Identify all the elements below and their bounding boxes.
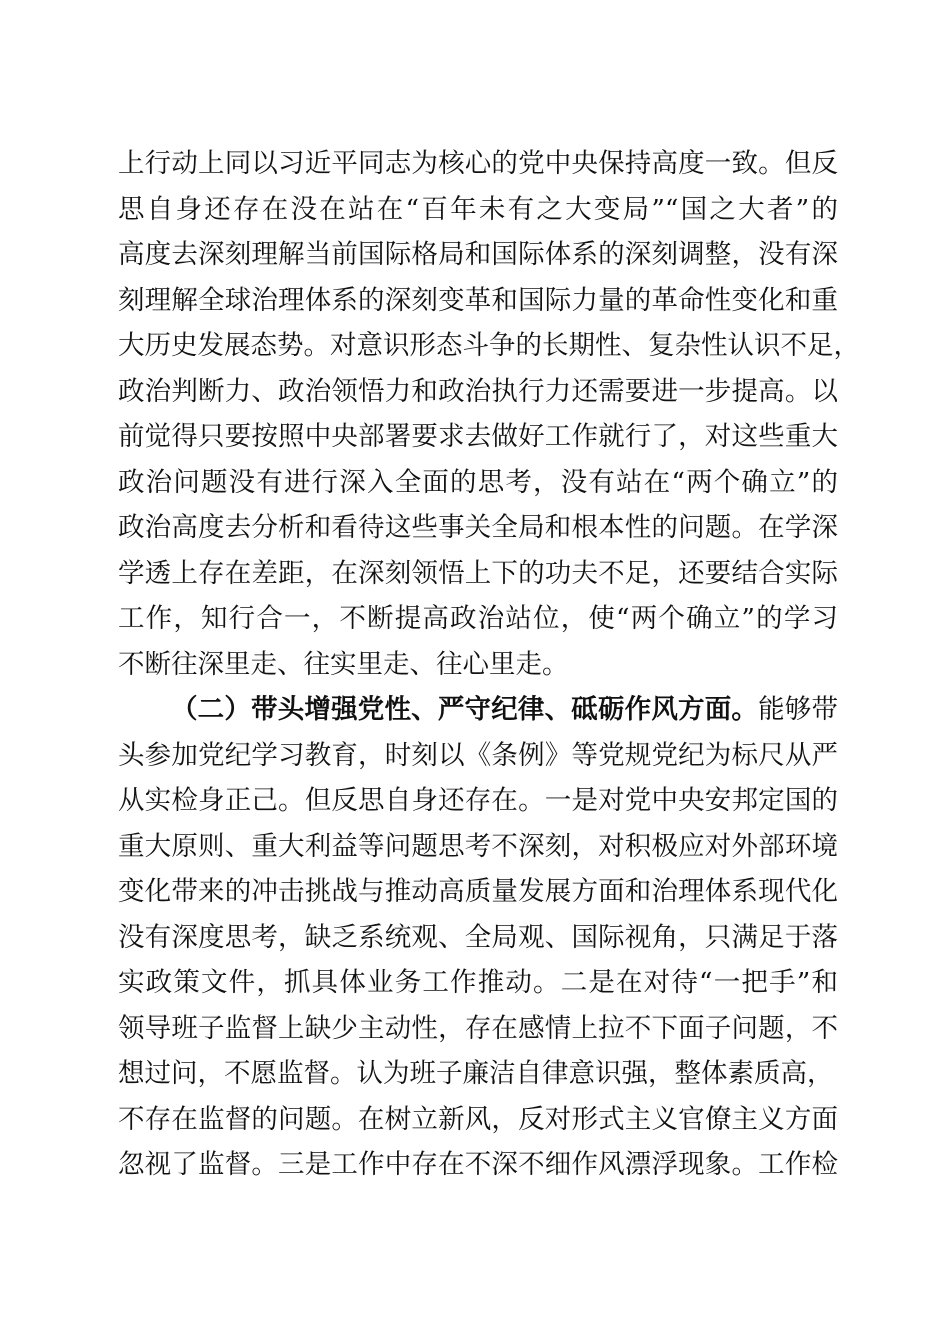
text-line: 大历史发展态势。对意识形态斗争的长期性、复杂性认识不足， bbox=[118, 330, 860, 361]
text-line: 忽视了监督。三是工作中存在不深不细作风漂浮现象。工作检 bbox=[118, 1149, 838, 1180]
paragraph-1 bbox=[118, 141, 860, 687]
text-line: 领导班子监督上缺少主动性，存在感情上拉不下面子问题，不 bbox=[118, 1012, 838, 1044]
paragraph-2 bbox=[118, 687, 838, 1188]
text-line: 思自身还存在没在站在“百年未有之大变局”“国之大者”的 bbox=[118, 193, 838, 225]
text-line: 不断往深里走、往实里走、往心里走。 bbox=[118, 648, 569, 680]
text-run: 能够带 bbox=[758, 694, 838, 725]
text-line: 从实检身正己。但反思自身还存在。一是对党中央安邦定国的 bbox=[118, 785, 838, 816]
text-line bbox=[118, 687, 838, 733]
text-line: 想过问，不愿监督。认为班子廉洁自律意识强，整体素质高， bbox=[118, 1058, 834, 1089]
text-line: 刻理解全球治理体系的深刻变革和国际力量的革命性变化和重 bbox=[118, 284, 838, 316]
text-line: 高度去深刻理解当前国际格局和国际体系的深刻调整，没有深 bbox=[118, 239, 838, 270]
text-line: 前觉得只要按照中央部署要求去做好工作就行了，对这些重大 bbox=[118, 421, 838, 452]
text-line: 没有深度思考，缺乏系统观、全局观、国际视角，只满足于落 bbox=[118, 921, 838, 953]
text-line: 政治问题没有进行深入全面的思考，没有站在“两个确立”的 bbox=[118, 466, 838, 498]
body-text bbox=[118, 141, 860, 1188]
section-heading: （二）带头增强党性、严守纪律、砥砺作风方面。 bbox=[171, 694, 759, 725]
text-line: 政治判断力、政治领悟力和政治执行力还需要进一步提高。以 bbox=[118, 375, 838, 407]
text-line: 重大原则、重大利益等问题思考不深刻，对积极应对外部环境 bbox=[118, 830, 838, 862]
text-line: 工作，知行合一，不断提高政治站位，使“两个确立”的学习 bbox=[118, 603, 838, 634]
text-line: 不存在监督的问题。在树立新风，反对形式主义官僚主义方面 bbox=[118, 1103, 838, 1135]
text-line: 头参加党纪学习教育，时刻以《条例》等党规党纪为标尺从严 bbox=[118, 739, 838, 771]
text-line: 实政策文件，抓具体业务工作推动。二是在对待“一把手”和 bbox=[118, 967, 838, 998]
text-line: 上行动上同以习近平同志为核心的党中央保持高度一致。但反 bbox=[118, 148, 838, 179]
text-line: 学透上存在差距，在深刻领悟上下的功夫不足，还要结合实际 bbox=[118, 557, 838, 589]
text-line: 变化带来的冲击挑战与推动高质量发展方面和治理体系现代化 bbox=[118, 876, 838, 907]
text-line: 政治高度去分析和看待这些事关全局和根本性的问题。在学深 bbox=[118, 512, 838, 543]
